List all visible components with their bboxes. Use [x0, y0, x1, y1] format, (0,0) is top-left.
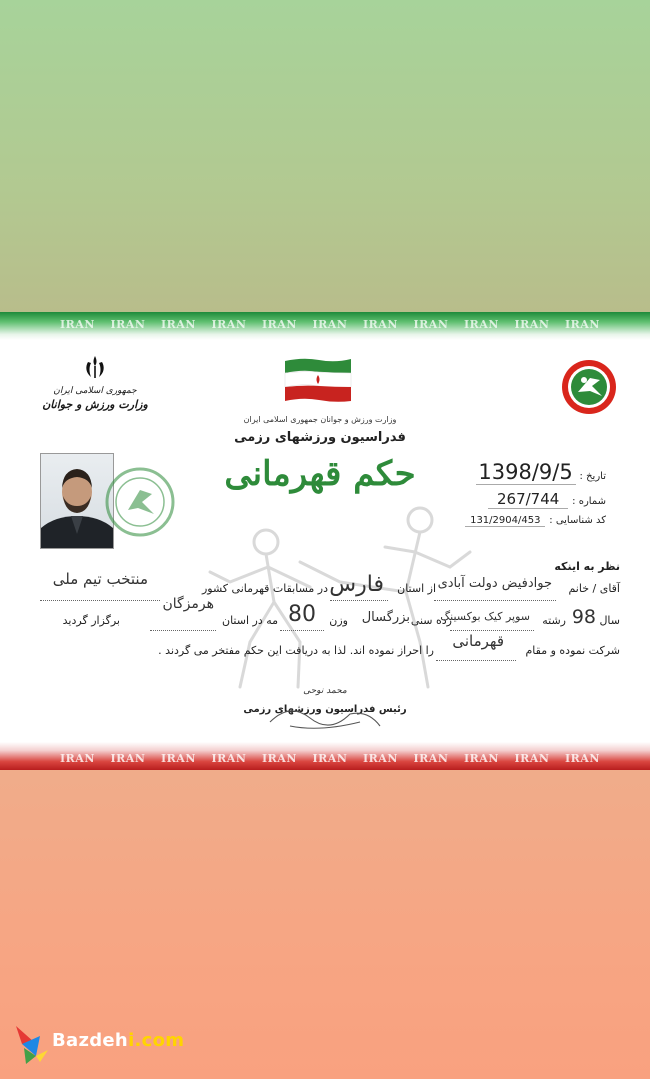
- competition-text: در مسابقات قهرمانی کشور: [201, 582, 328, 595]
- iran-band-label: IRAN: [161, 752, 196, 765]
- signatory-name: محمد نوحی: [303, 686, 347, 696]
- province-value: فارس: [329, 572, 384, 597]
- date-value: 1398/9/5: [476, 460, 576, 485]
- age-label: رده سنی: [410, 614, 452, 627]
- iran-band-label: IRAN: [110, 752, 146, 765]
- signature-scribble-icon: [250, 692, 400, 736]
- iran-band-label: IRAN: [312, 752, 348, 765]
- ministry-line: وزارت ورزش و جوانان جمهوری اسلامی ایران: [243, 415, 397, 424]
- signature-block: [240, 686, 410, 736]
- host-province-underline: [150, 630, 216, 631]
- name-underline: [434, 600, 556, 601]
- host-province-label: مه در استان: [221, 614, 278, 627]
- person-name: جوادفیض دولت آبادی: [437, 576, 552, 591]
- number-value: 267/744: [488, 490, 568, 509]
- iran-band-label: IRAN: [464, 318, 499, 331]
- intro-text: نظر به اینکه: [554, 560, 620, 573]
- rank-value: قهرمانی: [452, 632, 504, 650]
- body-line-4: [40, 632, 620, 668]
- weight-value: 80: [288, 602, 316, 627]
- rank-label: شرکت نموده و مقام: [525, 644, 620, 657]
- iran-band-label: IRAN: [312, 318, 348, 331]
- body-line-2: [40, 570, 620, 606]
- bird-logo-icon: [14, 1022, 50, 1066]
- number-row: [488, 490, 606, 509]
- age-value: بزرگسال: [361, 610, 410, 625]
- emblem-line2: وزارت ورزش و جوانان: [42, 398, 148, 411]
- weight-label: وزن: [329, 614, 348, 627]
- from-province-label: از استان: [397, 582, 436, 595]
- ministry-emblem: [40, 354, 150, 424]
- iran-flag-icon: [283, 357, 353, 403]
- background-top: [0, 0, 650, 312]
- iran-band-top: [60, 318, 600, 331]
- iran-band-label: IRAN: [413, 752, 449, 765]
- iran-band-label: IRAN: [211, 318, 247, 331]
- closing-text: را احراز نموده اند. لذا به دریافت این حکم مفتخر می گردند .: [158, 644, 434, 657]
- certificate-title: حکم قهرمانی: [224, 454, 416, 494]
- number-label: شماره :: [572, 496, 606, 507]
- iran-band-label: IRAN: [565, 318, 600, 331]
- held-text: برگزار گردید: [62, 614, 120, 627]
- team-underline: [40, 600, 160, 601]
- site-name: [52, 1030, 184, 1051]
- person-avatar-icon: [41, 454, 113, 548]
- host-province-value: هرمزگان: [162, 596, 214, 612]
- iran-band-label: IRAN: [514, 318, 550, 331]
- signatory-role: رئیس فدراسیون ورزشهای رزمی: [243, 704, 407, 715]
- iran-band-label: IRAN: [110, 318, 146, 331]
- iran-band-label: IRAN: [60, 318, 95, 331]
- allah-emblem-icon: [82, 354, 108, 380]
- iran-band-label: IRAN: [262, 318, 297, 331]
- field-value: سوپر کیک بوکسینگ: [440, 610, 530, 623]
- field-underline: [450, 630, 534, 631]
- iran-band-bottom: [60, 752, 600, 765]
- federation-logo-icon: [560, 358, 618, 416]
- kickboxing-logo-watermark-icon: [104, 464, 176, 544]
- iran-band-label: IRAN: [211, 752, 247, 765]
- emblem-line1: جمهوری اسلامی ایران: [53, 386, 137, 396]
- iran-band-label: IRAN: [514, 752, 550, 765]
- iran-band-label: IRAN: [565, 752, 600, 765]
- year-label: سال: [599, 614, 620, 627]
- iran-band-label: IRAN: [161, 318, 196, 331]
- iran-band-label: IRAN: [262, 752, 297, 765]
- iran-band-label: IRAN: [60, 752, 95, 765]
- team-value: منتخب تیم ملی: [52, 570, 148, 588]
- person-photo: [40, 453, 114, 549]
- iran-band-label: IRAN: [413, 318, 449, 331]
- date-label: تاریخ :: [579, 471, 606, 482]
- body-line-3: [40, 596, 620, 638]
- site-name-part-a: Bazdeh: [52, 1030, 129, 1051]
- site-name-part-b: i.com: [128, 1030, 185, 1051]
- year-value: 98: [571, 606, 596, 628]
- province-underline: [330, 600, 388, 601]
- federation-name: فدراسیون ورزشهای رزمی: [234, 430, 406, 445]
- certificate: [0, 312, 650, 770]
- id-label: کد شناسایی :: [549, 515, 606, 526]
- iran-band-label: IRAN: [464, 752, 499, 765]
- id-value: 131/2904/453: [465, 515, 545, 527]
- title-label: آقای / خانم: [568, 582, 620, 595]
- date-row: [476, 460, 606, 485]
- site-watermark: [14, 1022, 204, 1066]
- iran-band-label: IRAN: [363, 318, 398, 331]
- field-label: رشته: [542, 614, 566, 627]
- iran-band-label: IRAN: [363, 752, 398, 765]
- rank-underline: [436, 660, 516, 661]
- weight-underline: [280, 630, 324, 631]
